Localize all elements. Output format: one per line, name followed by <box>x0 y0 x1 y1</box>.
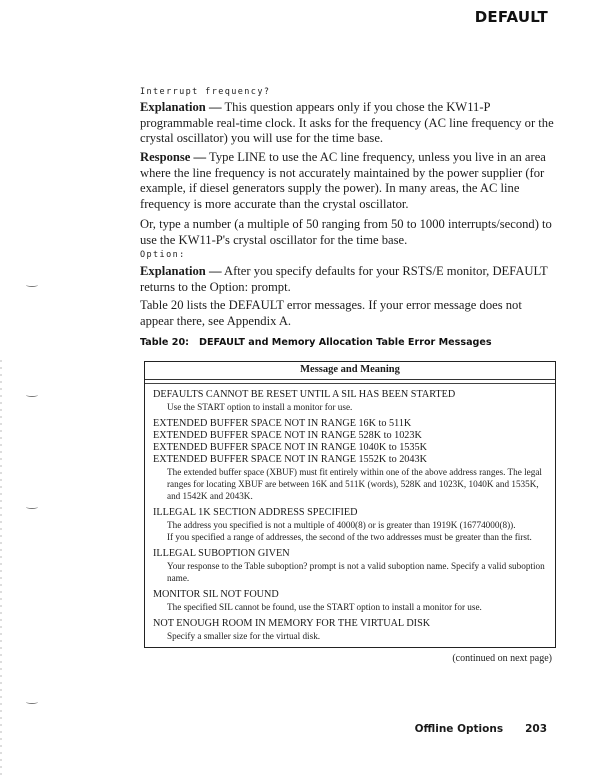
table-row <box>153 507 549 543</box>
error-messages-table <box>144 361 556 648</box>
response-text: Type LINE to use the AC line frequency, unless you live in an area where the line frequency is not accurately maintained by the power supplier (for example, if diesel generators supply the power). In many areas, the AC line frequency is more accurate than the crystal oscillator. <box>140 150 546 211</box>
response-label: Response — <box>140 150 207 164</box>
footer-section-title: Offline Options <box>414 723 504 735</box>
error-message: ILLEGAL 1K SECTION ADDRESS SPECIFIED <box>153 507 358 518</box>
error-message: EXTENDED BUFFER SPACE NOT IN RANGE 1552K to 2043K <box>153 454 427 465</box>
response-paragraph <box>140 150 558 212</box>
table-row <box>153 589 549 613</box>
explanation-text: After you specify defaults for your RSTS/E monitor, DEFAULT returns to the Option: prompt. <box>140 264 548 294</box>
table-caption <box>140 337 492 348</box>
margin-mark <box>26 393 38 397</box>
table-body <box>145 384 555 642</box>
option-prompt: Option: <box>140 250 186 260</box>
table-number: Table 20: <box>140 337 189 348</box>
error-message: NOT ENOUGH ROOM IN MEMORY FOR THE VIRTUAL DISK <box>153 618 431 629</box>
explanation-text: This question appears only if you chose the KW11-P programmable real-time clock. It asks for the frequency (AC line frequency or the crystal oscillator) you will use for the time base. <box>140 100 554 146</box>
error-message: EXTENDED BUFFER SPACE NOT IN RANGE 16K to 511K <box>153 418 412 429</box>
margin-mark <box>26 505 38 509</box>
error-message: MONITOR SIL NOT FOUND <box>153 589 279 600</box>
page-number: 203 <box>525 723 547 735</box>
error-meaning: The address you specified is not a multiple of 4000(8) or is greater than 1919K (16774000(8)). <box>167 520 516 530</box>
interrupt-frequency-prompt: Interrupt frequency? <box>140 87 271 97</box>
error-message: DEFAULTS CANNOT BE RESET UNTIL A SIL HAS BEEN STARTED <box>153 389 456 400</box>
margin-mark <box>26 700 38 704</box>
explanation-paragraph-1 <box>140 100 558 147</box>
running-head: DEFAULT <box>474 8 548 26</box>
continued-note: (continued on next page) <box>452 653 552 664</box>
table-column-header: Message and Meaning <box>145 362 555 380</box>
margin-mark <box>26 283 38 287</box>
table-title: DEFAULT and Memory Allocation Table Error Messages <box>198 337 492 348</box>
explanation-label: Explanation — <box>140 264 222 278</box>
table-row <box>153 548 549 584</box>
page-footer <box>415 723 547 735</box>
error-message: EXTENDED BUFFER SPACE NOT IN RANGE 528K to 1023K <box>153 430 422 441</box>
error-meaning: Specify a smaller size for the virtual disk. <box>167 631 321 641</box>
error-message: EXTENDED BUFFER SPACE NOT IN RANGE 1040K to 1535K <box>153 442 427 453</box>
explanation-label: Explanation — <box>140 100 222 114</box>
table-row <box>153 418 549 502</box>
table-intro-paragraph: Table 20 lists the DEFAULT error messages. If your error message does not appear there, see Appendix A. <box>140 298 522 328</box>
error-message: ILLEGAL SUBOPTION GIVEN <box>153 548 290 559</box>
error-meaning-continued: If you specified a range of addresses, the second of the two addresses must be greater than the first. <box>167 532 532 542</box>
binding-edge <box>0 360 2 780</box>
error-meaning: Use the START option to install a monitor for use. <box>167 402 353 412</box>
explanation-paragraph-2 <box>140 264 558 295</box>
table-row <box>153 389 549 413</box>
error-meaning: The specified SIL cannot be found, use the START option to install a monitor for use. <box>167 602 482 612</box>
error-meaning: Your response to the Table suboption? prompt is not a valid suboption name. Specify a valid suboption name. <box>167 561 545 583</box>
error-meaning: The extended buffer space (XBUF) must fit entirely within one of the above address ranges. The legal ranges for locating XBUF are between 16K and 511K (words), 528K and 1023K, 1040K and 1535K, and 1542K and 2043K. <box>167 467 542 501</box>
table-row <box>153 618 549 642</box>
or-paragraph: Or, type a number (a multiple of 50 ranging from 50 to 1000 interrupts/second) to use the KW11-P's crystal oscillator for the time base. <box>140 217 552 247</box>
